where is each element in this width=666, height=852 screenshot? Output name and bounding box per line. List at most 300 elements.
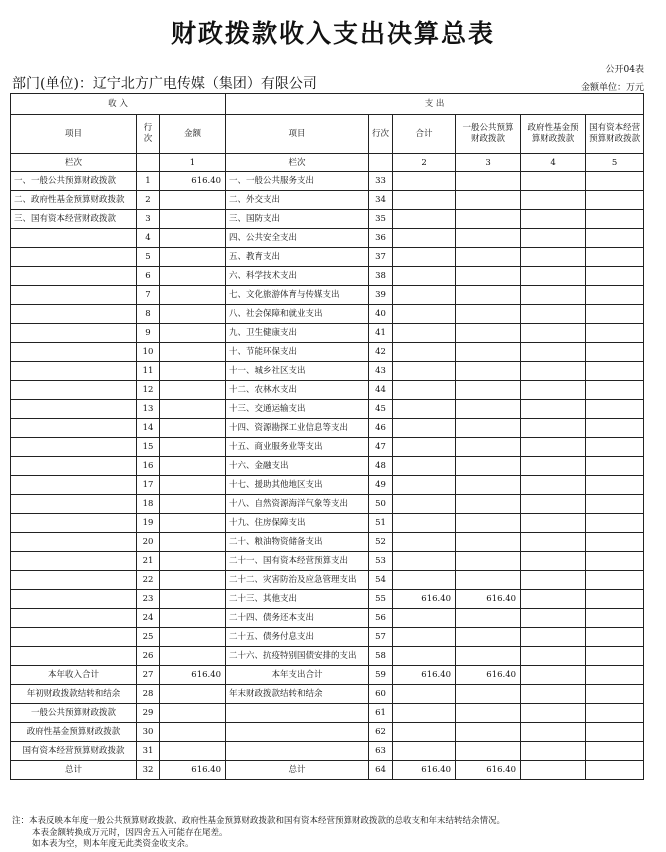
expense-rowno-cell: 39 (369, 286, 393, 305)
table-row (11, 457, 644, 476)
income-rowno-cell: 21 (137, 552, 160, 571)
income-amount-cell (160, 514, 226, 533)
gen-budget-cell (456, 628, 521, 647)
income-item-cell: 二、政府性基金预算财政拨款 (11, 191, 137, 210)
total-cell (393, 438, 456, 457)
gen-budget-cell (456, 495, 521, 514)
gov-fund-cell (521, 267, 586, 286)
gen-budget-cell (456, 685, 521, 704)
expense-item-cell: 二十三、其他支出 (226, 590, 369, 609)
income-item-cell (11, 381, 137, 400)
table-row (11, 381, 644, 400)
expense-rowno-cell: 43 (369, 362, 393, 381)
gov-fund-cell (521, 609, 586, 628)
income-item-cell (11, 495, 137, 514)
soe-capital-cell (586, 609, 644, 628)
expense-item-cell (226, 704, 369, 723)
expense-item-cell: 八、社会保障和就业支出 (226, 305, 369, 324)
total-cell (393, 704, 456, 723)
expense-item-header: 项目 (226, 115, 369, 154)
soe-capital-cell (586, 229, 644, 248)
income-rowno-cell: 27 (137, 666, 160, 685)
expense-item-cell: 十一、城乡社区支出 (226, 362, 369, 381)
total-cell (393, 191, 456, 210)
total-cell (393, 723, 456, 742)
gov-fund-cell (521, 191, 586, 210)
department-label: 部门(单位)：辽宁北方广电传媒（集团）有限公司 (12, 76, 317, 92)
expense-item-cell: 总计 (226, 761, 369, 780)
gov-fund-cell (521, 514, 586, 533)
income-rowno-cell: 11 (137, 362, 160, 381)
total-cell (393, 210, 456, 229)
income-rowno-cell: 25 (137, 628, 160, 647)
income-rowno-cell: 2 (137, 191, 160, 210)
table-row (11, 685, 644, 704)
form-code: 公开04表 (605, 65, 644, 75)
income-amount-cell (160, 191, 226, 210)
income-item-cell (11, 419, 137, 438)
expense-rowno-header: 行次 (369, 115, 393, 154)
income-rowno-cell: 32 (137, 761, 160, 780)
soe-capital-cell (586, 590, 644, 609)
total-cell (393, 533, 456, 552)
gov-fund-cell (521, 343, 586, 362)
gen-budget-cell (456, 438, 521, 457)
soe-capital-cell (586, 343, 644, 362)
soe-capital-cell (586, 514, 644, 533)
income-rowno-cell: 22 (137, 571, 160, 590)
amount-unit: 金额单位：万元 (580, 83, 644, 93)
footnote-2: 本表金额转换成万元时，因四舍五入可能存在尾差。 (32, 827, 228, 838)
table-row (11, 343, 644, 362)
total-cell (393, 495, 456, 514)
soe-capital-cell (586, 552, 644, 571)
total-cell (393, 685, 456, 704)
income-amount-cell (160, 305, 226, 324)
total-cell: 616.40 (393, 761, 456, 780)
gen-budget-cell (456, 476, 521, 495)
gov-fund-cell (521, 571, 586, 590)
gov-fund-cell (521, 324, 586, 343)
table-row (11, 590, 644, 609)
expense-rowno-cell: 51 (369, 514, 393, 533)
income-amount-cell (160, 590, 226, 609)
table-row (11, 229, 644, 248)
table-row (11, 514, 644, 533)
income-item-cell (11, 229, 137, 248)
table-row (11, 552, 644, 571)
table-row (11, 191, 644, 210)
gov-fund-cell (521, 286, 586, 305)
gen-budget-cell (456, 172, 521, 191)
total-cell (393, 742, 456, 761)
income-item-cell (11, 571, 137, 590)
soe-capital-cell (586, 172, 644, 191)
table-row (11, 704, 644, 723)
income-item-cell: 年初财政拨款结转和结余 (11, 685, 137, 704)
soe-capital-cell (586, 381, 644, 400)
expense-rowno-cell: 36 (369, 229, 393, 248)
expense-rowno-cell: 37 (369, 248, 393, 267)
expense-item-cell: 九、卫生健康支出 (226, 324, 369, 343)
total-cell: 616.40 (393, 666, 456, 685)
gov-fund-cell (521, 400, 586, 419)
expense-item-cell: 二、外交支出 (226, 191, 369, 210)
col-number: 3 (456, 154, 521, 172)
soe-capital-cell (586, 286, 644, 305)
income-rowno-cell: 13 (137, 400, 160, 419)
expense-rowno-cell: 33 (369, 172, 393, 191)
expense-rowno-cell: 58 (369, 647, 393, 666)
total-header: 合计 (393, 115, 456, 154)
gen-budget-cell (456, 419, 521, 438)
income-amount-cell (160, 457, 226, 476)
expense-rowno-cell: 46 (369, 419, 393, 438)
soe-capital-cell (586, 267, 644, 286)
income-amount-cell (160, 210, 226, 229)
income-item-header: 项目 (11, 115, 137, 154)
expense-item-cell: 十二、农林水支出 (226, 381, 369, 400)
income-amount-cell (160, 628, 226, 647)
income-rowno-cell: 28 (137, 685, 160, 704)
soe-capital-cell (586, 647, 644, 666)
expense-rowno-cell: 44 (369, 381, 393, 400)
expense-rowno-cell: 59 (369, 666, 393, 685)
total-cell (393, 419, 456, 438)
income-rowno-cell: 26 (137, 647, 160, 666)
soe-capital-cell (586, 723, 644, 742)
total-cell (393, 381, 456, 400)
soe-capital-cell (586, 419, 644, 438)
total-cell (393, 362, 456, 381)
expense-rowno-cell: 55 (369, 590, 393, 609)
income-rowno-cell: 4 (137, 229, 160, 248)
income-item-cell: 三、国有资本经营财政拨款 (11, 210, 137, 229)
total-cell (393, 457, 456, 476)
table-row (11, 495, 644, 514)
gov-fund-cell (521, 210, 586, 229)
soe-capital-cell (586, 305, 644, 324)
table-row (11, 400, 644, 419)
expense-item-cell: 年末财政拨款结转和结余 (226, 685, 369, 704)
total-cell (393, 609, 456, 628)
expense-rowno-cell: 40 (369, 305, 393, 324)
expense-item-cell: 二十一、国有资本经营预算支出 (226, 552, 369, 571)
gov-fund-cell (521, 533, 586, 552)
income-item-cell (11, 609, 137, 628)
income-rowno-cell: 15 (137, 438, 160, 457)
gov-fund-cell (521, 590, 586, 609)
col-number: 5 (586, 154, 644, 172)
gov-fund-header: 政府性基金预算财政拨款 (521, 115, 586, 154)
expense-item-cell: 二十六、抗疫特别国债安排的支出 (226, 647, 369, 666)
total-cell (393, 286, 456, 305)
income-rowno-cell: 3 (137, 210, 160, 229)
income-amount-cell (160, 704, 226, 723)
gov-fund-cell (521, 552, 586, 571)
footnote-3: 如本表为空，则本年度无此类资金收支余。 (32, 839, 194, 849)
expense-section-header: 支 出 (226, 94, 644, 115)
income-amount-cell: 616.40 (160, 761, 226, 780)
income-item-cell (11, 590, 137, 609)
expense-item-cell: 二十四、债务还本支出 (226, 609, 369, 628)
expense-rowno-cell: 50 (369, 495, 393, 514)
income-amount-cell (160, 571, 226, 590)
expense-rowno-cell: 57 (369, 628, 393, 647)
gov-fund-cell (521, 457, 586, 476)
gov-fund-cell (521, 704, 586, 723)
total-cell (393, 248, 456, 267)
col-label: 栏次 (226, 154, 369, 172)
income-amount-cell (160, 248, 226, 267)
income-amount-cell (160, 438, 226, 457)
expense-item-cell: 十八、自然资源海洋气象等支出 (226, 495, 369, 514)
expense-rowno-cell: 60 (369, 685, 393, 704)
expense-item-cell: 五、教育支出 (226, 248, 369, 267)
total-cell (393, 267, 456, 286)
income-amount-cell (160, 419, 226, 438)
soe-capital-cell (586, 533, 644, 552)
total-cell (393, 229, 456, 248)
soe-capital-cell (586, 495, 644, 514)
gov-fund-cell (521, 761, 586, 780)
gen-budget-cell (456, 324, 521, 343)
col-label: 栏次 (11, 154, 137, 172)
income-amount-cell (160, 495, 226, 514)
income-item-cell: 总计 (11, 761, 137, 780)
total-cell (393, 343, 456, 362)
gen-budget-cell (456, 362, 521, 381)
expense-rowno-cell: 34 (369, 191, 393, 210)
gen-budget-cell (456, 400, 521, 419)
expense-rowno-cell: 53 (369, 552, 393, 571)
income-item-cell (11, 305, 137, 324)
expense-item-cell: 十九、住房保障支出 (226, 514, 369, 533)
soe-capital-cell (586, 742, 644, 761)
gov-fund-cell (521, 495, 586, 514)
income-amount-cell: 616.40 (160, 172, 226, 191)
table-row (11, 286, 644, 305)
gov-fund-cell (521, 647, 586, 666)
table-row (11, 362, 644, 381)
expense-rowno-cell: 56 (369, 609, 393, 628)
income-amount-cell (160, 362, 226, 381)
total-cell (393, 172, 456, 191)
table-row (11, 476, 644, 495)
expense-item-cell: 本年支出合计 (226, 666, 369, 685)
income-rowno-cell: 9 (137, 324, 160, 343)
expense-item-cell: 四、公共安全支出 (226, 229, 369, 248)
table-row (11, 761, 644, 780)
income-item-cell: 政府性基金预算财政拨款 (11, 723, 137, 742)
gov-fund-cell (521, 628, 586, 647)
gen-budget-cell (456, 286, 521, 305)
income-rowno-cell: 19 (137, 514, 160, 533)
expense-rowno-cell: 64 (369, 761, 393, 780)
soe-capital-cell (586, 248, 644, 267)
gen-budget-cell (456, 248, 521, 267)
col-number: 2 (393, 154, 456, 172)
income-amount-cell: 616.40 (160, 666, 226, 685)
income-item-cell (11, 647, 137, 666)
income-item-cell (11, 248, 137, 267)
report-title: 财政拨款收入支出决算总表 (170, 19, 495, 48)
income-rowno-cell: 18 (137, 495, 160, 514)
income-item-cell (11, 628, 137, 647)
income-amount-cell (160, 723, 226, 742)
table-row (11, 628, 644, 647)
gen-budget-cell: 616.40 (456, 666, 521, 685)
expense-item-cell: 六、科学技术支出 (226, 267, 369, 286)
income-item-cell (11, 438, 137, 457)
total-cell (393, 571, 456, 590)
income-item-cell (11, 400, 137, 419)
table-row (11, 267, 644, 286)
soe-capital-cell (586, 400, 644, 419)
expense-item-cell: 三、国防支出 (226, 210, 369, 229)
income-section-header: 收 入 (11, 94, 226, 115)
table-row (11, 647, 644, 666)
gen-budget-cell (456, 343, 521, 362)
income-item-cell (11, 362, 137, 381)
gen-budget-cell (456, 229, 521, 248)
column-number-row (11, 154, 644, 172)
soe-capital-cell (586, 457, 644, 476)
gov-fund-cell (521, 305, 586, 324)
income-item-cell: 本年收入合计 (11, 666, 137, 685)
income-rowno-cell: 1 (137, 172, 160, 191)
gov-fund-cell (521, 172, 586, 191)
income-item-cell: 一、一般公共预算财政拨款 (11, 172, 137, 191)
gen-budget-cell (456, 609, 521, 628)
expense-item-cell: 十五、商业服务业等支出 (226, 438, 369, 457)
gen-budget-cell (456, 647, 521, 666)
income-rowno-cell: 8 (137, 305, 160, 324)
expense-item-cell: 二十五、债务付息支出 (226, 628, 369, 647)
table-row (11, 172, 644, 191)
income-amount-cell (160, 229, 226, 248)
soe-capital-cell (586, 324, 644, 343)
total-cell: 616.40 (393, 590, 456, 609)
income-item-cell (11, 514, 137, 533)
income-item-cell (11, 286, 137, 305)
table-row (11, 305, 644, 324)
gov-fund-cell (521, 248, 586, 267)
gen-budget-cell (456, 457, 521, 476)
table-row (11, 571, 644, 590)
soe-capital-cell (586, 761, 644, 780)
income-rowno-cell: 16 (137, 457, 160, 476)
income-amount-cell (160, 533, 226, 552)
gov-fund-cell (521, 419, 586, 438)
income-amount-cell (160, 267, 226, 286)
income-rowno-cell: 5 (137, 248, 160, 267)
table-row (11, 324, 644, 343)
table-row (11, 248, 644, 267)
expense-item-cell (226, 742, 369, 761)
income-item-cell (11, 343, 137, 362)
gen-budget-cell (456, 210, 521, 229)
income-item-cell: 一般公共预算财政拨款 (11, 704, 137, 723)
expense-rowno-cell: 47 (369, 438, 393, 457)
fiscal-summary-table (10, 93, 644, 780)
soe-capital-header: 国有资本经营预算财政拨款 (586, 115, 644, 154)
gen-budget-cell (456, 742, 521, 761)
income-item-cell (11, 533, 137, 552)
total-cell (393, 324, 456, 343)
expense-rowno-cell: 48 (369, 457, 393, 476)
total-cell (393, 476, 456, 495)
income-item-cell: 国有资本经营预算财政拨款 (11, 742, 137, 761)
total-cell (393, 628, 456, 647)
expense-rowno-cell: 35 (369, 210, 393, 229)
soe-capital-cell (586, 704, 644, 723)
gen-budget-cell (456, 704, 521, 723)
income-rowno-cell: 14 (137, 419, 160, 438)
soe-capital-cell (586, 438, 644, 457)
gov-fund-cell (521, 381, 586, 400)
income-amount-cell (160, 552, 226, 571)
income-amount-header: 金额 (160, 115, 226, 154)
expense-item-cell: 七、文化旅游体育与传媒支出 (226, 286, 369, 305)
income-rowno-cell: 10 (137, 343, 160, 362)
expense-rowno-cell: 61 (369, 704, 393, 723)
income-rowno-cell: 17 (137, 476, 160, 495)
income-rowno-cell: 12 (137, 381, 160, 400)
income-rowno-cell: 30 (137, 723, 160, 742)
income-amount-cell (160, 324, 226, 343)
soe-capital-cell (586, 571, 644, 590)
expense-rowno-cell: 45 (369, 400, 393, 419)
income-rowno-cell: 6 (137, 267, 160, 286)
total-cell (393, 514, 456, 533)
gov-fund-cell (521, 723, 586, 742)
gen-budget-cell (456, 723, 521, 742)
expense-item-cell: 十、节能环保支出 (226, 343, 369, 362)
expense-rowno-cell: 52 (369, 533, 393, 552)
gen-budget-cell (456, 381, 521, 400)
income-rowno-cell: 20 (137, 533, 160, 552)
income-amount-cell (160, 286, 226, 305)
soe-capital-cell (586, 210, 644, 229)
gov-fund-cell (521, 362, 586, 381)
gov-fund-cell (521, 438, 586, 457)
col-number: 1 (160, 154, 226, 172)
expense-item-cell: 二十、粮油物资储备支出 (226, 533, 369, 552)
expense-item-cell: 十七、援助其他地区支出 (226, 476, 369, 495)
table-row (11, 210, 644, 229)
table-row (11, 609, 644, 628)
soe-capital-cell (586, 362, 644, 381)
income-rowno-cell: 24 (137, 609, 160, 628)
gen-budget-cell: 616.40 (456, 761, 521, 780)
expense-rowno-cell: 54 (369, 571, 393, 590)
income-item-cell (11, 267, 137, 286)
gov-fund-cell (521, 229, 586, 248)
income-amount-cell (160, 400, 226, 419)
income-rowno-header: 行次 (137, 115, 160, 154)
expense-rowno-cell: 63 (369, 742, 393, 761)
footnotes (12, 816, 652, 851)
table-row (11, 438, 644, 457)
gen-budget-cell (456, 514, 521, 533)
table-row (11, 533, 644, 552)
gen-budget-cell (456, 191, 521, 210)
gov-fund-cell (521, 476, 586, 495)
expense-rowno-cell: 42 (369, 343, 393, 362)
income-rowno-cell: 7 (137, 286, 160, 305)
expense-item-cell: 十六、金融支出 (226, 457, 369, 476)
